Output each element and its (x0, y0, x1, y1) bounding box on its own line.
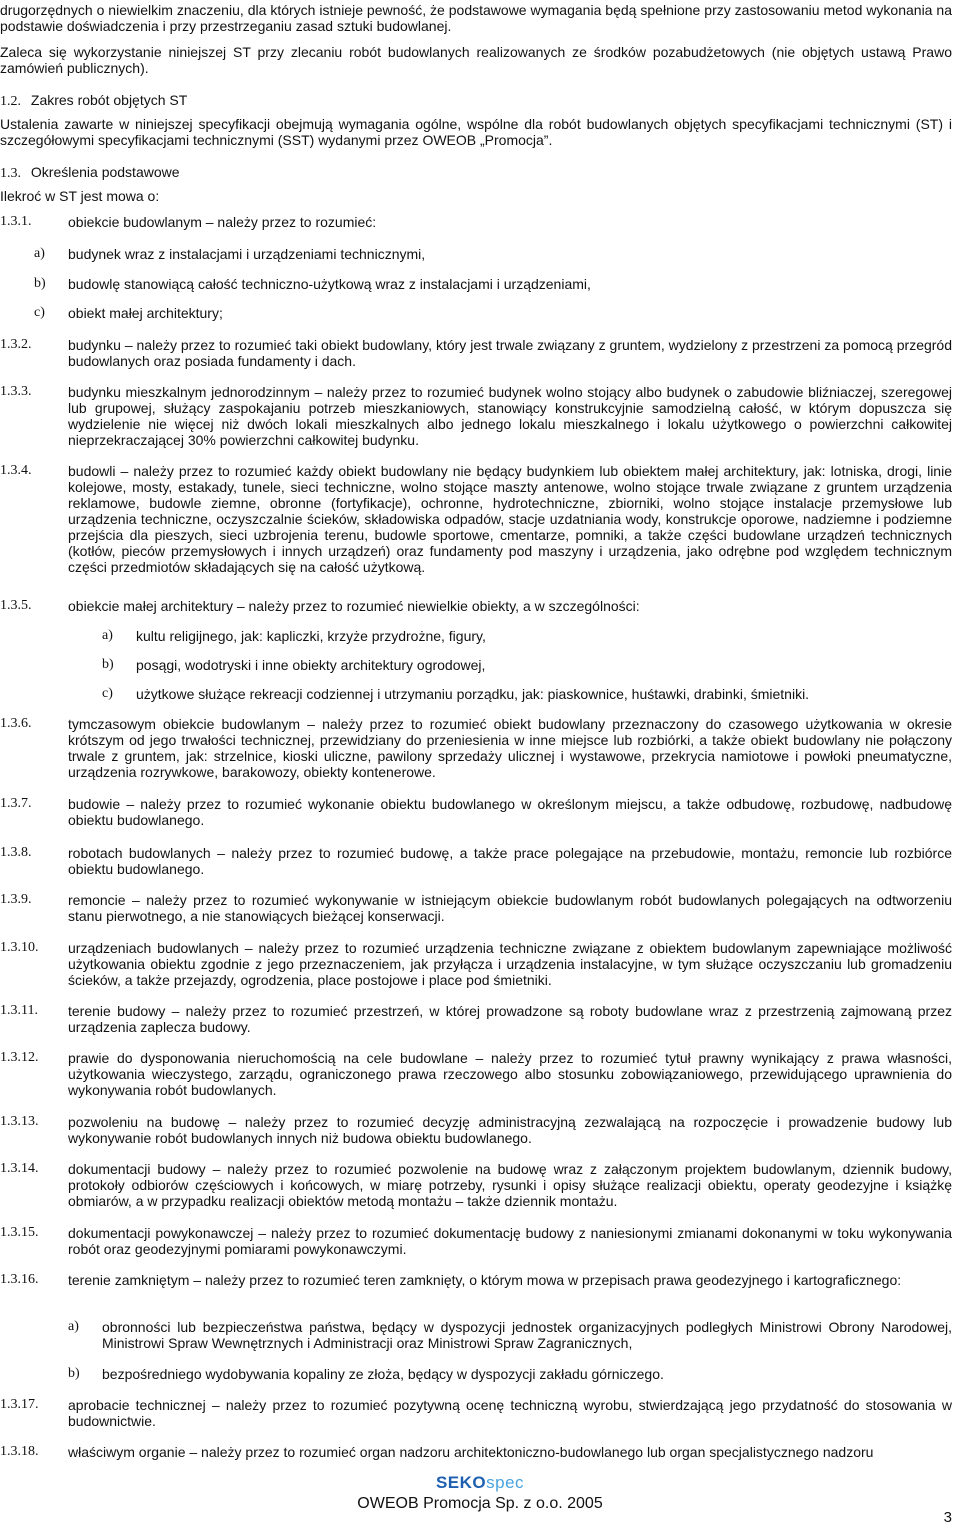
definition-number: 1.3.17. (0, 1397, 39, 1412)
definition-number: 1.3.1. (0, 214, 32, 229)
definition-text: budowie – należy przez to rozumieć wykonanie obiektu budowlanego w określonym miejscu, a także odbudowę, rozbudowę, nadbudowę obiektu budowlanego. (68, 796, 952, 828)
definition-1-3-3 (0, 384, 952, 448)
list-letter: b) (34, 276, 46, 291)
definition-1-3-4 (0, 463, 952, 575)
definition-number: 1.3.14. (0, 1161, 39, 1176)
definition-text: właściwym organie – należy przez to rozumieć organ nadzoru architektoniczno-budowlanego lub organ specjalistycznego nadzoru (68, 1444, 874, 1460)
list-letter: b) (68, 1366, 80, 1381)
definition-text: budynku mieszkalnym jednorodzinnym – należy przez to rozumieć budynek wolno stojący albo budynek o zabudowie bliźniaczej, szeregowej lub grupowej, służący zaspokajaniu potrzeb mieszkaniowych, stanowiący konstrukcyjnie samodzielną całość, w którym dopuszcza się wydzielenie nie więcej niż dwóch lokali mieszkalnych albo jednego lokalu mieszkalnego i lokalu użytkowego o powierzchni całkowitej nieprzekraczającej 30% powierzchni całkowitej budynku. (68, 384, 952, 448)
section-1-2-text: Ustalenia zawarte w niniejszej specyfikacji obejmują wymagania ogólne, wspólne dla robót budowlanych objętych specyfikacjami technicznymi (ST) i szczegółowymi specyfikacjami technicznymi (SST) wydanymi przez OWEOB „Promocja”. (0, 116, 952, 148)
definition-text: dokumentacji budowy – należy przez to rozumieć pozwolenie na budowę wraz z załączonym projektem budowlanym, dziennik budowy, protokoły odbiorów częściowych i końcowych, w miarę potrzeby, rysunki i opisy służące realizacji obiektu, operaty geodezyjne i książkę obmiarów, a w przypadku realizacji obiektów metodą montażu – także dziennik montażu. (68, 1161, 952, 1209)
list-text: użytkowe służące rekreacji codziennej i utrzymaniu porządku, jak: piaskownice, huśtawki, drabinki, śmietniki. (136, 686, 810, 702)
list-letter: c) (34, 305, 45, 320)
list-letter: a) (102, 628, 113, 643)
definition-1-3-14 (0, 1161, 952, 1209)
list-text: posągi, wodotryski i inne obiekty architektury ogrodowej, (136, 657, 486, 673)
list-letter: a) (68, 1319, 79, 1334)
list-text: budynek wraz z instalacjami i urządzeniami technicznymi, (68, 246, 426, 262)
definition-text: remoncie – należy przez to rozumieć wykonywanie w istniejącym obiekcie budowlanym robót budowlanych polegających na odtworzeniu stanu pierwotnego, a nie stanowiących bieżącej konserwacji. (68, 892, 952, 924)
definition-1-3-5 (0, 598, 952, 614)
section-1-3-heading (0, 164, 180, 182)
list-text: obronności lub bezpieczeństwa państwa, będący w dyspozycji jednostek organizacyjnych podległych Ministrowi Obrony Narodowej, Ministrowi Spraw Wewnętrznych i Administracji oraz Ministrowi Spraw Zagranicznych, (102, 1319, 952, 1351)
definition-number: 1.3.2. (0, 337, 32, 352)
definition-1-3-13 (0, 1114, 952, 1146)
section-number: 1.3. (0, 166, 21, 181)
definition-1-3-11 (0, 1003, 952, 1035)
definition-text: budowli – należy przez to rozumieć każdy obiekt budowlany nie będący budynkiem lub obiektem małej architektury, jak: lotniska, drogi, linie kolejowe, mosty, estakady, tunele, sieci techniczne, wolno stojące maszty antenowe, wolno stojące trwale związane z gruntem urządzenia reklamowe, budowle ziemne, obronne (fortyfikacje), ochronne, hydrotechniczne, zbiorniki, wolno stojące instalacje przemysłowe lub urządzenia techniczne, oczyszczalnie ścieków, składowiska odpadów, stacje uzdatniania wody, konstrukcje oporowe, nadziemne i podziemne przejścia dla pieszych, sieci uzbrojenia terenu, budowle sportowe, cmentarze, pomniki, a także części budowlane urządzeń technicznych (kotłów, pieców przemysłowych i innych urządzeń) oraz fundamenty pod maszyny i urządzenia, jako odrębne pod względem technicznym części przedmiotów składających się na całość użytkową. (68, 463, 952, 575)
definition-number: 1.3.16. (0, 1272, 39, 1287)
section-1-3-lead: Ilekroć w ST jest mowa o: (0, 188, 160, 204)
definition-number: 1.3.8. (0, 845, 32, 860)
definition-text: obiekcie budowlanym – należy przez to rozumieć: (68, 214, 377, 230)
section-1-2-heading (0, 92, 187, 110)
definition-1-3-2 (0, 337, 952, 369)
footer-company: OWEOB Promocja Sp. z o.o. 2005 (357, 1495, 603, 1512)
definition-number: 1.3.6. (0, 716, 32, 731)
definition-text: obiekcie małej architektury – należy przez to rozumieć niewielkie obiekty, a w szczególności: (68, 598, 640, 614)
list-text: kultu religijnego, jak: kapliczki, krzyże przydrożne, figury, (136, 628, 486, 644)
definition-text: terenie zamkniętym – należy przez to rozumieć teren zamknięty, o którym mowa w przepisach prawa geodezyjnego i kartograficznego: (68, 1272, 902, 1288)
section-title: Określenia podstawowe (30, 164, 180, 180)
section-number: 1.2. (0, 94, 21, 109)
definition-number: 1.3.13. (0, 1114, 39, 1129)
definition-number: 1.3.11. (0, 1003, 38, 1018)
definition-number: 1.3.12. (0, 1050, 39, 1065)
intro-paragraph-1: drugorzędnych o niewielkim znaczeniu, dla których istnieje pewność, że podstawowe wymagania będą spełnione przy zastosowaniu metod wykonania na podstawie doświadczenia i przy przestrzeganiu zasad sztuki budowlanej. (0, 2, 952, 34)
definition-1-3-10 (0, 940, 952, 988)
list-letter: a) (34, 246, 45, 261)
definition-text: budynku – należy przez to rozumieć taki obiekt budowlany, który jest trwale związany z gruntem, wydzielony z przestrzeni za pomocą przegród budowlanych oraz posiada fundamenty i dach. (68, 337, 952, 369)
list-text: budowlę stanowiącą całość techniczno-użytkową wraz z instalacjami i urządzeniami, (68, 276, 591, 292)
definition-1-3-16 (0, 1272, 952, 1288)
definition-1-3-18 (0, 1444, 952, 1460)
definition-number: 1.3.10. (0, 940, 39, 955)
definition-1-3-9 (0, 892, 952, 924)
definition-text: urządzeniach budowlanych – należy przez to rozumieć urządzenia techniczne związane z obiektem budowlanym zapewniające możliwość użytkowania obiektu zgodnie z jego przeznaczeniem, jak przyłącza i urządzenia instalacyjne, w tym służące oczyszczaniu lub gromadzeniu ścieków, a także przejazdy, ogrodzenia, place postojowe i place pod śmietniki. (68, 940, 952, 988)
list-letter: c) (102, 686, 113, 701)
definition-text: pozwoleniu na budowę – należy przez to rozumieć decyzję administracyjną zezwalającą na rozpoczęcie i prowadzenie budowy lub wykonywanie robót budowlanych innych niż budowa obiektu budowlanego. (68, 1114, 952, 1146)
definition-text: dokumentacji powykonawczej – należy przez to rozumieć dokumentację budowy z naniesionymi zmianami dokonanymi w toku wykonywania robót oraz geodezyjnymi pomiarami powykonawczymi. (68, 1225, 952, 1257)
logo-part-1: SEKO (435, 1473, 487, 1492)
definition-number: 1.3.3. (0, 384, 32, 399)
definition-1-3-15 (0, 1225, 952, 1257)
intro-paragraph-2: Zaleca się wykorzystanie niniejszej ST przy zlecaniu robót budowlanych realizowanych ze środków pozabudżetowych (nie objętych ustawą Prawo zamówień publicznych). (0, 44, 952, 76)
definition-1-3-7 (0, 796, 952, 828)
definition-1-3-1 (0, 214, 952, 230)
definition-number: 1.3.5. (0, 598, 32, 613)
list-text: bezpośredniego wydobywania kopaliny ze złoża, będący w dyspozycji zakładu górniczego. (102, 1366, 664, 1382)
definition-number: 1.3.9. (0, 892, 32, 907)
definition-text: robotach budowlanych – należy przez to rozumieć budowę, a także prace polegające na przebudowie, montażu, remoncie lub rozbiórce obiektu budowlanego. (68, 845, 952, 877)
definition-text: tymczasowym obiekcie budowlanym – należy przez to rozumieć obiekt budowlany przeznaczony do czasowego użytkowania w okresie krótszym od jego trwałości technicznej, przewidziany do przeniesienia w inne miejsce lub rozbiórki, a także obiekt budowlany nie połączony trwale z gruntem, jak: strzelnice, kioski uliczne, pawilony sprzedaży ulicznej i wystawowe, przekrycia namiotowe i powłoki pneumatyczne, urządzenia rozrywkowe, barakowozy, obiekty kontenerowe. (68, 716, 952, 780)
definition-1-3-8 (0, 845, 952, 877)
definition-1-3-6 (0, 716, 952, 780)
page-number: 3 (943, 1509, 952, 1526)
definition-text: aprobacie technicznej – należy przez to rozumieć pozytywną ocenę techniczną wyrobu, stwierdzającą jego przydatność do stosowania w budownictwie. (68, 1397, 952, 1429)
definition-1-3-17 (0, 1397, 952, 1429)
definition-number: 1.3.7. (0, 796, 32, 811)
sekospec-logo (0, 1473, 960, 1493)
definition-text: prawie do dysponowania nieruchomością na cele budowlane – należy przez to rozumieć tytuł prawny wynikający z prawa własności, użytkowania wieczystego, zarządu, ograniczonego prawa rzeczowego albo stosunku zobowiązaniowego, przewidującego uprawnienia do wykonywania robót budowlanych. (68, 1050, 952, 1098)
definition-number: 1.3.15. (0, 1225, 39, 1240)
logo-part-2: spec (486, 1473, 525, 1492)
definition-number: 1.3.18. (0, 1444, 39, 1459)
list-text: obiekt małej architektury; (68, 305, 223, 321)
definition-1-3-12 (0, 1050, 952, 1098)
section-title: Zakres robót objętych ST (30, 92, 188, 108)
list-letter: b) (102, 657, 114, 672)
definition-number: 1.3.4. (0, 463, 32, 478)
definition-text: terenie budowy – należy przez to rozumieć przestrzeń, w której prowadzone są roboty budowlane wraz z przestrzenią zajmowaną przez urządzenia zaplecza budowy. (68, 1003, 952, 1035)
